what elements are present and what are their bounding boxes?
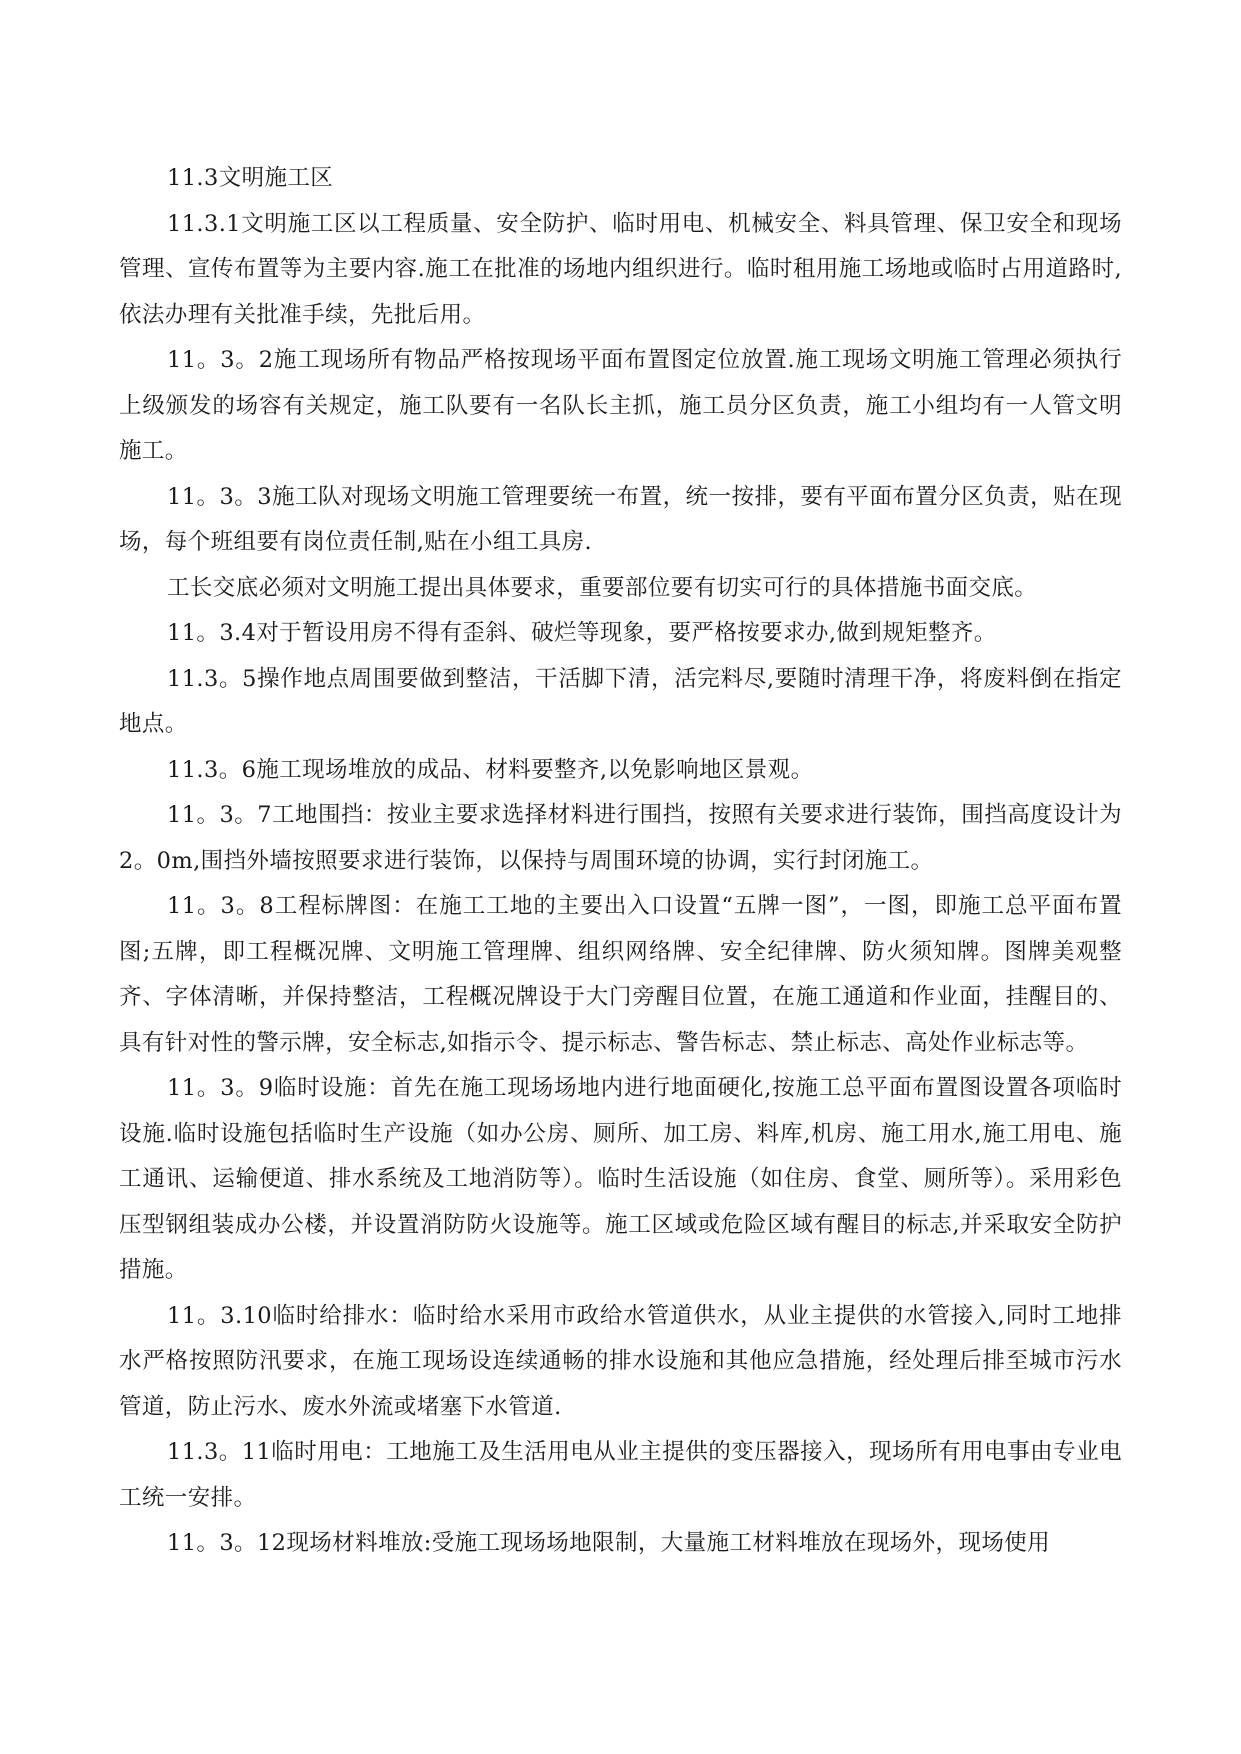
paragraph: 11。3。9临时设施：首先在施工现场场地内进行地面硬化,按施工总平面布置图设置各项临时设施.临时设施包括临时生产设施（如办公房、厕所、加工房、料库,机房、施工用水,施工用电、施工通讯、运输便道、排水系统及工地消防等）。临时生活设施（如住房、食堂、厕所等）。采用彩色压型钢组装成办公楼，并设置消防防火设施等。施工区域或危险区域有醒目的标志,并采取安全防护措施。: [119, 1075, 1122, 1283]
paragraph: 工长交底必须对文明施工提出具体要求，重要部位要有切实可行的具体措施书面交底。: [167, 574, 1038, 601]
paragraph: 11。3。7工地围挡：按业主要求选择材料进行围挡，按照有关要求进行装饰，围挡高度设计为2。0m,围挡外墙按照要求进行装饰，以保持与周围环境的协调，实行封闭施工。: [119, 802, 1122, 874]
paragraph: 11。3。3施工队对现场文明施工管理要统一布置，统一按排，要有平面布置分区负责，贴在现场，每个班组要有岗位责任制,贴在小组工具房.: [119, 483, 1122, 555]
paragraph: 11。3。2施工现场所有物品严格按现场平面布置图定位放置.施工现场文明施工管理必须执行上级颁发的场容有关规定，施工队要有一名队长主抓，施工员分区负责，施工小组均有一人管文明施工。: [119, 347, 1122, 464]
paragraph: 11.3。5操作地点周围要做到整洁，干活脚下清，活完料尽,要随时清理干净，将废料倒在指定地点。: [119, 665, 1122, 737]
paragraph: 11.3。11临时用电：工地施工及生活用电从业主提供的变压器接入，现场所有用电事由专业电工统一安排。: [119, 1439, 1122, 1511]
paragraph: 11.3.1文明施工区以工程质量、安全防护、临时用电、机械安全、料具管理、保卫安全和现场管理、宣传布置等为主要内容.施工在批准的场地内组织进行。临时租用施工场地或临时占用道路时,依法办理有关批准手续，先批后用。: [119, 210, 1122, 328]
paragraph: 11。3。12现场材料堆放:受施工现场场地限制，大量施工材料堆放在现场外，现场使用: [167, 1530, 1051, 1556]
paragraph: 11.3。6施工现场堆放的成品、材料要整齐,以免影响地区景观。: [167, 756, 814, 783]
section-heading: 11.3文明施工区: [167, 165, 334, 191]
paragraph: 11。3。8工程标牌图：在施工工地的主要出入口设置“五牌一图”，一图，即施工总平面布置图;五牌，即工程概况牌、文明施工管理牌、组织网络牌、安全纪律牌、防火须知牌。图牌美观整齐、字体清晰，并保持整洁，工程概况牌设于大门旁醒目位置，在施工通道和作业面，挂醒目的、具有针对性的警示牌，安全标志,如指示令、提示标志、警告标志、禁止标志、高处作业标志等。: [119, 893, 1122, 1056]
document-body: [119, 156, 1122, 1567]
paragraph: 11。3.4对于暂设用房不得有歪斜、破烂等现象，要严格按要求办,做到规矩整齐。: [167, 620, 997, 646]
paragraph: 11。3.10临时给排水：临时给水采用市政给水管道供水，从业主提供的水管接入,同时工地排水严格按照防汛要求，在施工现场设连续通畅的排水设施和其他应急措施，经处理后排至城市污水管道，防止污水、废水外流或堵塞下水管道.: [119, 1302, 1122, 1420]
